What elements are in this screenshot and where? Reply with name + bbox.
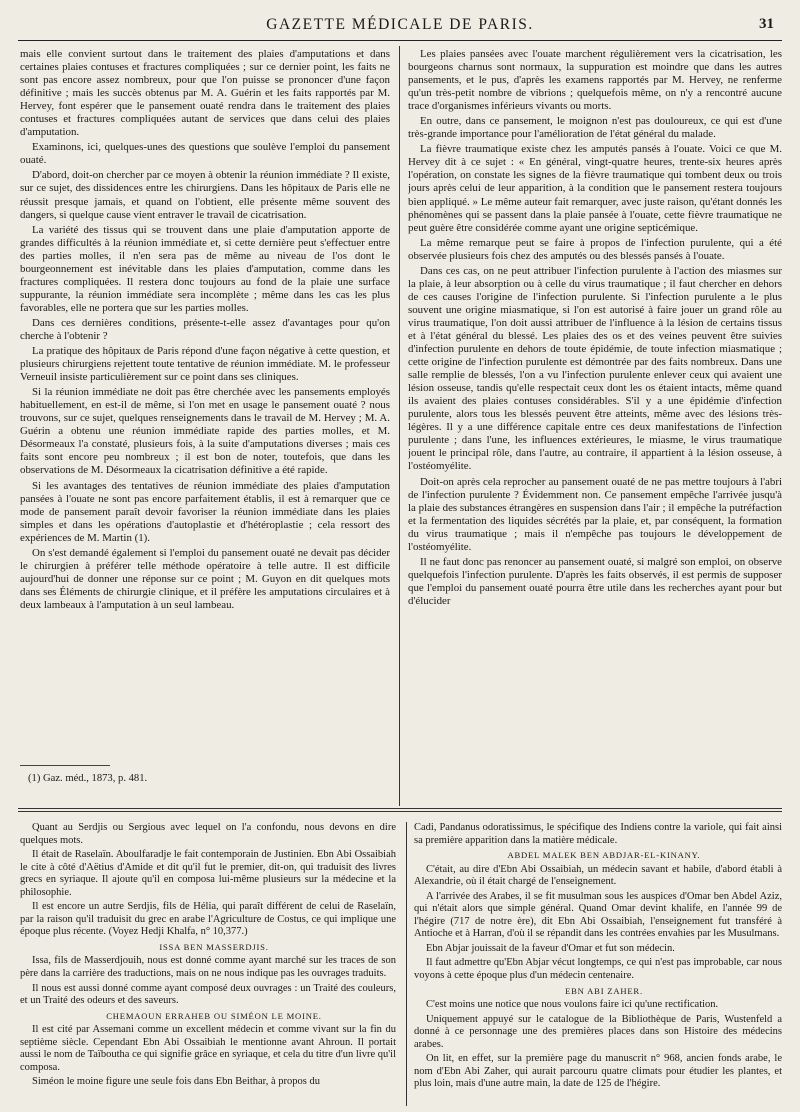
page-number: 31 bbox=[759, 16, 774, 32]
paragraph: Siméon le moine figure une seule fois dans Ebn Beithar, à propos du bbox=[32, 1076, 320, 1088]
paragraph: Il était de Raselaïn. Aboulfaradje le fait contemporain de Justinien. Ebn Abi Ossaibiah le cite à côté d'Aëtius d'Amide et dit qu'il fut le premier, dit-on, qui traduisit des livres grecs en syriaque. Il ajoute qu'il en composa lui-même plusieurs sur la médecine et la philosophie. bbox=[20, 849, 396, 898]
paragraph: Ebn Abjar jouissait de la faveur d'Omar et fut son médecin. bbox=[426, 942, 675, 954]
paragraph: mais elle convient surtout dans le traitement des plaies d'amputations et dans certaines plaies contuses et fractures compliquées ; sur ce dernier point, les faits ne sont pas encore assez nombreux, pour que l'on puisse se prononcer d'une façon définitive ; mais les succès obtenus par M. A. Guérin et les faits rapportés par M. Hervey, font espérer que le pansement ouaté rendra dans le traitement des plaies contuses et fractures compliquées autant de services que dans celui des plaies d'amputation. bbox=[20, 48, 390, 139]
footnote: (1) Gaz. méd., 1873, p. 481. bbox=[28, 773, 148, 784]
paragraph: La fièvre traumatique existe chez les amputés pansés à l'ouate. Voici ce que M. Hervey dit à ce sujet : « En général, vingt-quatre heures, trente-six heures après l'opération, on constate les signes de la fièvre traumatique qui tombent deux ou trois jours après celui de leur apparition, à la condition que le pansement restera toujours bien appliqué. » Le même auteur fait remarquer, avec juste raison, qu'étant donnés les phénomènes qui se passent dans la plaie pansée à l'ouate, cette fièvre traumatique ne peut guère être considérée comme ayant une origine septicémique. bbox=[408, 143, 782, 234]
paragraph: Issa, fils de Masserdjouih, nous est donné comme ayant marché sur les traces de son père dans la carrière des traductions, mais on ne nous indique pas les ouvrages traduits. bbox=[20, 955, 396, 980]
paragraph: A l'arrivée des Arabes, il se fit musulman sous les auspices d'Omar ben Abdel Aziz, qui n'était alors que simple général. Quand Omar devint khalife, en l'année 99 de l'hégire (717 de notre ère), dit Ebn Abi Ossaibiah, l'enseignement fut transféré à Antioche et à Harran, d'où il se répandit dans les contrées envahies par les Musulmans. bbox=[414, 890, 782, 940]
paragraph: Quant au Serdjis ou Sergious avec lequel on l'a confondu, nous devons en dire quelques mots. bbox=[20, 822, 396, 846]
paragraph: C'est moins une notice que nous voulons faire ici qu'une rectification. bbox=[426, 999, 719, 1011]
section-heading: EBN ABI ZAHER. bbox=[565, 985, 643, 996]
paragraph: Il est cité par Assemani comme un excellent médecin et comme vivant sur la fin du septième siècle. Cependant Ebn Abi Ossaibiah le mentionne avant Ahroun. Il portait aussi le nom de Taïboutha ce qui signifie grâce en syriaque, et cela du titre d'un livre qu'il composa. bbox=[20, 1024, 396, 1073]
paragraph: Doit-on après cela reprocher au pansement ouaté de ne pas mettre toujours à l'abri de l'infection purulente ? Évidemment non. Ce pansement empêche l'arrivée jusqu'à la plaie des substances étrangères en suspension dans l'air ; il empêche la putréfaction et la fermentation des liquides sécrétés par la plaie, et, par conséquent, la formation du virus traumatique ; mais il n'empêche pas toujours le développement de l'ostéomyélite. bbox=[408, 475, 782, 553]
section-divider bbox=[18, 808, 782, 809]
paragraph: Examinons, ici, quelques-unes des questions que soulève l'emploi du pansement ouaté. bbox=[20, 141, 390, 167]
article-column-left bbox=[20, 48, 390, 758]
paragraph: En outre, dans ce pansement, le moignon n'est pas douloureux, ce qui est d'une très-grande importance pour l'amélioration de l'état général du malade. bbox=[408, 115, 782, 141]
column-divider bbox=[406, 822, 407, 1106]
feuilleton-column-right bbox=[414, 822, 782, 1108]
section-heading: CHEMAOUN ERRAHEB OU SIMÉON LE MOINE. bbox=[106, 1010, 322, 1021]
paragraph: Il nous est aussi donné comme ayant composé deux ouvrages : un Traité des couleurs, et un Traité des odeurs et des saveurs. bbox=[20, 982, 396, 1007]
paragraph: On lit, en effet, sur la première page du manuscrit n° 968, ancien fonds arabe, le nom d'Ebn Abi Zaher, qui aurait parcouru quatre climats pour étudier les plantes, et plus loin, mais d'une autre main, la date de 125 de l'hégire. bbox=[414, 1053, 782, 1090]
paragraph: Uniquement appuyé sur le catalogue de la Bibliothèque de Paris, Wustenfeld a donné à ce personnage une des premières places dans son Histoire des médecins arabes. bbox=[414, 1013, 782, 1050]
paragraph: D'abord, doit-on chercher par ce moyen à obtenir la réunion immédiate ? Il existe, sur ce sujet, des dissidences entre les chirurgiens. Dans les hôpitaux de Paris elle ne réussit presque jamais, et quand on l'obtient, elle présente même souvent des dangers, si quelque cause vient entraver le travail de cicatrisation. bbox=[20, 169, 390, 221]
section-divider bbox=[18, 811, 782, 812]
paragraph: C'était, au dire d'Ebn Abi Ossaibiah, un médecin savant et habile, d'abord établi à Alexandrie, où il était chargé de l'enseignement. bbox=[414, 863, 782, 888]
article-column-right bbox=[408, 48, 782, 804]
paragraph: On s'est demandé également si l'emploi du pansement ouaté ne devait pas décider le chirurgien à préférer telle méthode opératoire à telle autre. Il est difficile aujourd'hui de donner une réponse sur ce point ; M. Guyon en dit quelques mots dans ses Éléments de chirurgie clinique, et il préfère les amputations circulaires et à deux lambeaux à l'amputation à un seul lambeau. bbox=[20, 546, 390, 611]
paragraph: Dans ces dernières conditions, présente-t-elle assez d'avantages pour qu'on cherche à l'obtenir ? bbox=[20, 316, 390, 342]
paragraph: La même remarque peut se faire à propos de l'infection purulente, qui a été observée plusieurs fois chez des amputés ou des blessés pansés à l'ouate. bbox=[408, 236, 782, 262]
paragraph: Cadi, Pandanus odoratissimus, le spécifique des Indiens contre la variole, qui fait ainsi sa première apparition dans la matière médicale. bbox=[414, 822, 782, 846]
feuilleton-column-left bbox=[20, 822, 396, 1108]
journal-title: GAZETTE MÉDICALE DE PARIS. bbox=[266, 16, 534, 33]
column-divider bbox=[399, 46, 400, 806]
footnote-rule bbox=[20, 765, 110, 766]
paragraph: Dans ces cas, on ne peut attribuer l'infection purulente à l'action des miasmes sur la plaie, à leur absorption ou à celle du virus traumatique ; il faut chercher en dehors de ces causes l'origine de l'infection purulente. Si l'infection purulente a le plus souvent une origine miasmatique, si l'on est autorisé à faire jouer un grand rôle au virus traumatique, l'on doit aussi attribuer de l'influence à la lésion de certains tissus et à l'état général du blessé. Les plaies des os et des veines peuvent être suivies d'infection purulente en dehors de toute épidémie, de toute infection miasmatique ; cette origine de l'infection purulente est démontrée par des faits nombreux. Dans une salle remplie de blessés, l'on a vu l'infection purulente enlever ceux qui avaient une lésion osseuse, tandis qu'elle respectait ceux dont les os étaient intacts, même quand ils avaient des plaies contuses considérables. S'il y a une épidémie d'infection purulente, alors tous les blessés peuvent être atteints, même avec des lésions très-légères. Il y a une différence capitale entre ces deux manifestations de l'infection purulente ; dans l'une, les influences extérieures, le miasme, le virus traumatique jouent le principal rôle, dans l'autre, au contraire, il appartient à la lésion osseuse, à l'ostéomyélite. bbox=[408, 264, 782, 473]
paragraph: La pratique des hôpitaux de Paris répond d'une façon négative à cette question, et plusieurs chirurgiens rejettent toute tentative de réunion immédiate. M. le professeur Verneuil insiste particulièrement sur ce point dans ses cliniques. bbox=[20, 345, 390, 384]
paragraph: Il faut admettre qu'Ebn Abjar vécut longtemps, ce qui n'est pas improbable, car nous voyons à cette époque plus d'un médecin centenaire. bbox=[414, 957, 782, 982]
paragraph: Il ne faut donc pas renoncer au pansement ouaté, si malgré son emploi, on observe quelquefois l'infection purulente. D'après les faits observés, il est permis de supposer que l'emploi du pansement ouaté pourra être utile dans les recherches ayant pour but d'élucider bbox=[408, 555, 782, 607]
section-heading: ISSA BEN MASSERDJIS. bbox=[159, 941, 269, 952]
paragraph: Il est encore un autre Serdjis, fils de Hélia, qui paraît différent de celui de Raselaïn, par la raison qu'il traduisit du grec en arabe l'Agriculture de Costus, ce qui implique une époque plus récente. (Voyez Hedji Khalfa, n° 10,377.) bbox=[20, 901, 396, 938]
paragraph: La variété des tissus qui se trouvent dans une plaie d'amputation apporte de grandes difficultés à la réunion immédiate et, si cette dernière peut s'effectuer entre des parties molles, il n'en sera pas de même au niveau de l'os dont le bourgeonnement est inévitable dans les plaies d'amputation, comme dans les fractures compliquées. Il restera donc toujours au fond de la plaie une surface suppurante, la réunion immédiate sera incomplète ; même dans les cas les plus favorables, elle ne portera que sur les parties molles. bbox=[20, 223, 390, 314]
section-heading: ABDEL MALEK BEN ABDJAR-EL-KINANY. bbox=[507, 850, 701, 861]
page-header bbox=[18, 10, 782, 41]
paragraph: Si les avantages des tentatives de réunion immédiate des plaies d'amputation pansées à l'ouate ne sont pas encore parfaitement établis, il est à remarquer que ce mode de pansement paraît devoir favoriser la réunion immédiate dans les plaies simples et dans les opérations d'autoplastie et d'hétéroplastie ; cela ressort des expériences de M. Martin (1). bbox=[20, 479, 390, 544]
paragraph: Si la réunion immédiate ne doit pas être cherchée avec les pansements employés habituellement, en est-il de même, si l'on met en usage le pansement ouaté ? nous trouvons, sur ce sujet, quelques renseignements dans le travail de M. Hervey ; M. A. Guérin a obtenu une réunion immédiate rapide des parties molles, et M. Désormeaux l'a constaté, plusieurs fois, à la suite d'amputations diverses ; mais ces faits sont encore peu nombreux ; il est bon de noter, toutefois, que dans les observations de M. Désormeaux la cicatrisation définitive a été rapide. bbox=[20, 386, 390, 477]
paragraph: Les plaies pansées avec l'ouate marchent régulièrement vers la cicatrisation, les bourgeons charnus sont normaux, la suppuration est moindre que dans les autres pansements, et le pus, d'après les examens rapportés par M. Hervey, ne renferme qu'un très-petit nombre de vibrions ; quelquefois même, on n'y a rencontré aucune trace d'organismes inférieurs vivants ou morts. bbox=[408, 48, 782, 113]
